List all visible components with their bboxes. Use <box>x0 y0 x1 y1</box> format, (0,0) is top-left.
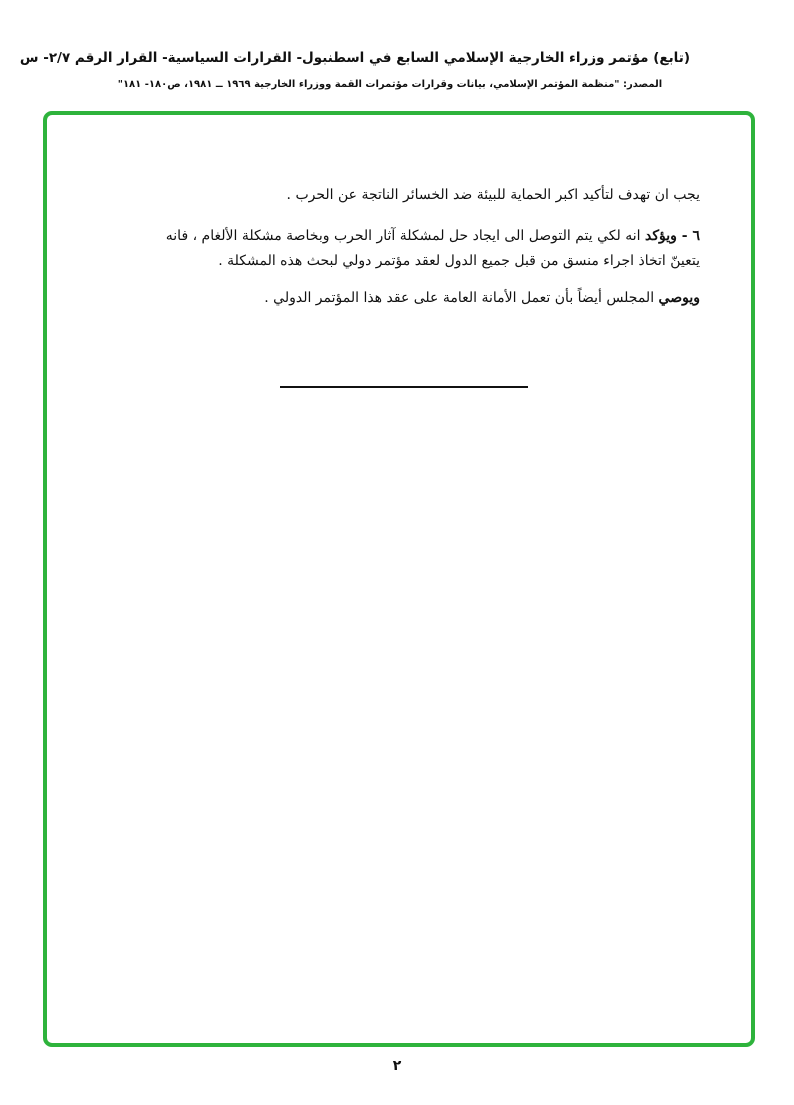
paragraph-2-line-2: يتعينّ اتخاذ اجراء منسق من قبل جميع الدول لعقد مؤتمر دولي لبحث هذه المشكلة . <box>218 253 700 269</box>
paragraph-1: يجب ان تهدف لتأكيد اكبر الحماية للبيئة ضد الخسائر الناتجة عن الحرب . <box>286 187 700 203</box>
section-divider <box>280 386 528 388</box>
document-source-citation: المصدر: "منظمة المؤتمر الإسلامي، بيانات وقرارات مؤتمرات القمة ووزراء الخارجية ١٩٦٩ ــ ١٩٨١، ص١٨٠- ١٨١" <box>117 79 663 90</box>
content-frame <box>43 111 755 1047</box>
page-number: ٢ <box>392 1058 402 1074</box>
paragraph-3-lead: ويوصي <box>658 290 700 306</box>
paragraph-2-line-1 <box>166 228 700 244</box>
paragraph-3-text: المجلس أيضاً بأن تعمل الأمانة العامة على عقد هذا المؤتمر الدولي . <box>264 290 659 306</box>
paragraph-2-lead: ٦ - ويؤكد <box>645 228 700 244</box>
document-title: (تابع) مؤتمر وزراء الخارجية الإسلامي السابع في اسطنبول- القرارات السياسية- القرار الرقم ٢/٧- س <box>19 50 690 66</box>
paragraph-3 <box>264 290 700 306</box>
paragraph-2-line-1-text: انه لكي يتم التوصل الى ايجاد حل لمشكلة آثار الحرب وبخاصة مشكلة الألغام ، فانه <box>165 228 645 244</box>
